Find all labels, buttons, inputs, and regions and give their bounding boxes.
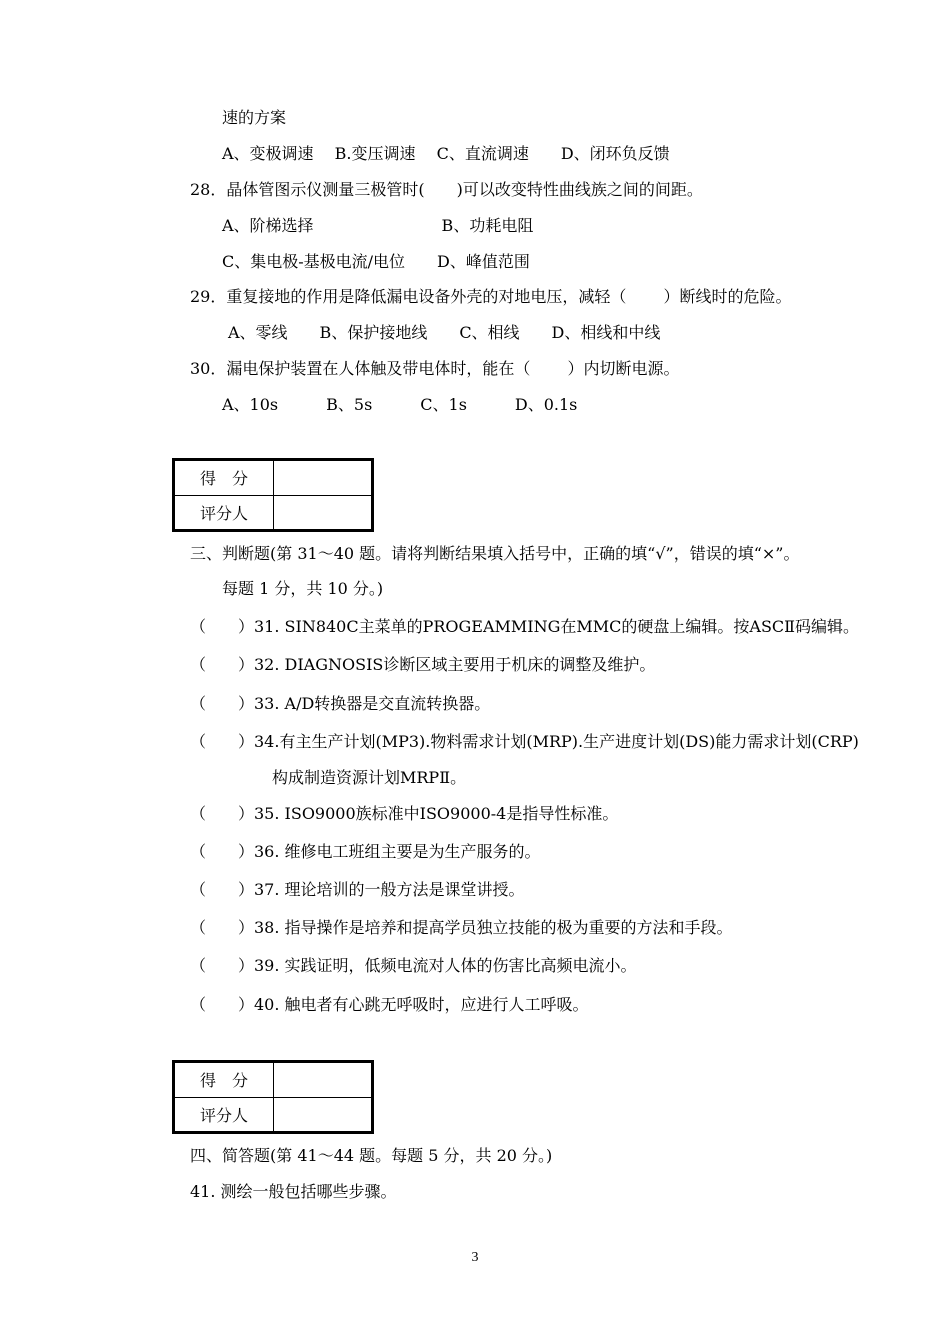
question-28: 28．晶体管图示仪测量三极管时( )可以改变特性曲线族之间的间距。 <box>190 180 703 199</box>
section-heading: 四、简答题(第 41～44 题。每题 5 分，共 20 分。) <box>190 1146 553 1165</box>
judgment-item: （ ）40. 触电者有心跳无呼吸时，应进行人工呼吸。 <box>190 995 589 1014</box>
option-line: A、零线 B、保护接地线 C、相线 D、相线和中线 <box>228 323 661 342</box>
question-30: 30．漏电保护装置在人体触及带电体时，能在（ ）内切断电源。 <box>190 359 680 378</box>
grader-label: 评分人 <box>175 1097 274 1132</box>
judgment-item: （ ）36. 维修电工班组主要是为生产服务的。 <box>190 842 541 861</box>
judgment-item-continuation: 构成制造资源计划MRPⅡ。 <box>272 768 467 787</box>
option-line: C、集电极-基极电流/电位 D、峰值范围 <box>222 252 530 271</box>
grader-cell <box>274 1097 372 1132</box>
section-instructions: 每题 1 分，共 10 分。) <box>222 579 384 598</box>
score-box <box>172 1060 374 1134</box>
grader-cell <box>274 495 372 530</box>
option-line: A、10s B、5s C、1s D、0.1s <box>222 395 578 414</box>
judgment-item: （ ）33. A/D转换器是交直流转换器。 <box>190 694 491 713</box>
judgment-item: （ ）32. DIAGNOSIS诊断区域主要用于机床的调整及维护。 <box>190 655 656 674</box>
score-box <box>172 458 374 532</box>
score-label: 得 分 <box>175 1063 274 1098</box>
judgment-item: （ ）38. 指导操作是培养和提高学员独立技能的极为重要的方法和手段。 <box>190 918 733 937</box>
judgment-item: （ ）34.有主生产计划(MP3).物料需求计划(MRP).生产进度计划(DS)能力需求计划(CRP) <box>190 732 859 751</box>
option-line: A、阶梯选择 B、功耗电阻 <box>222 216 534 235</box>
judgment-item: （ ）35. ISO9000族标准中ISO9000-4是指导性标准。 <box>190 804 619 823</box>
score-label: 得 分 <box>175 461 274 496</box>
question-29: 29．重复接地的作用是降低漏电设备外壳的对地电压，减轻（ ）断线时的危险。 <box>190 287 792 306</box>
score-cell <box>274 1063 372 1098</box>
grader-label: 评分人 <box>175 495 274 530</box>
score-cell <box>274 461 372 496</box>
page-number: 3 <box>471 1250 479 1265</box>
option-line: A、变极调速 B.变压调速 C、直流调速 D、闭环负反馈 <box>222 144 670 163</box>
option-line: 速的方案 <box>222 108 287 127</box>
judgment-item: （ ）37. 理论培训的一般方法是课堂讲授。 <box>190 880 525 899</box>
section-heading: 三、判断题(第 31～40 题。请将判断结果填入括号中，正确的填“√”，错误的填“×”。 <box>190 544 800 563</box>
judgment-item: （ ）39. 实践证明，低频电流对人体的伤害比高频电流小。 <box>190 956 637 975</box>
judgment-item: （ ）31. SIN840C主菜单的PROGEAMMING在MMC的硬盘上编辑。按ASCⅡ码编辑。 <box>190 617 860 636</box>
question-41: 41. 测绘一般包括哪些步骤。 <box>190 1182 397 1201</box>
